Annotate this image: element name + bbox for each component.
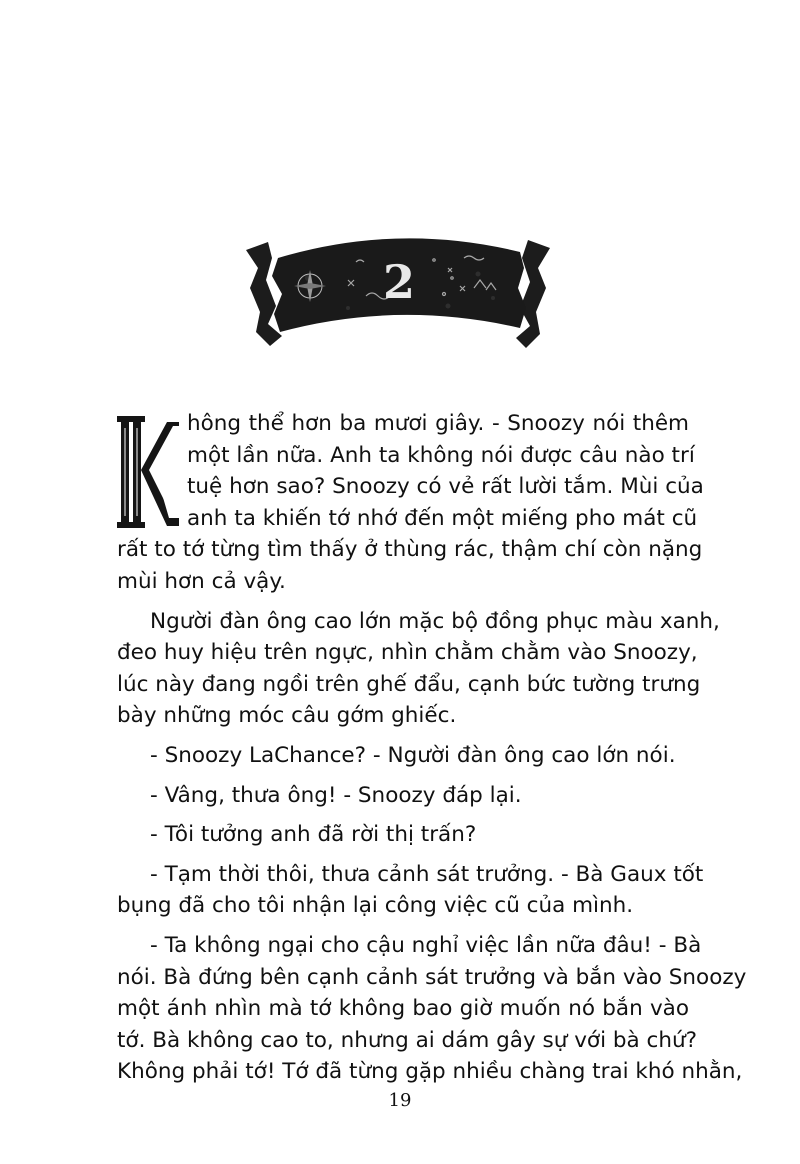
text-line: nói. Bà đứng bên cạnh cảnh sát trưởng và bắn vào Snoozy — [117, 964, 747, 990]
body-text — [117, 408, 747, 1088]
text-line: - Tôi tưởng anh đã rời thị trấn? — [150, 822, 477, 848]
text-line: một lần nữa. Anh ta không nói được câu nào trí — [187, 442, 695, 468]
text-line: hông thể hơn ba mươi giây. - Snoozy nói thêm — [187, 411, 689, 436]
text-line: bày những móc câu gớm ghiếc. — [117, 703, 457, 729]
text-line: lúc này đang ngồi trên ghế đẩu, cạnh bức tường trưng — [117, 671, 701, 697]
text-line: Người đàn ông cao lớn mặc bộ đồng phục màu xanh, — [150, 608, 720, 634]
paragraph-7 — [117, 930, 747, 1088]
text-line: anh ta khiến tớ nhớ đến một miếng pho mát cũ — [187, 505, 698, 531]
paragraph-1 — [117, 408, 704, 598]
text-line: - Vâng, thưa ông! - Snoozy đáp lại. — [150, 782, 522, 808]
text-line: rất to tớ từng tìm thấy ở thùng rác, thậm chí còn nặng — [117, 537, 703, 563]
paragraph-6 — [117, 859, 704, 922]
text-line: - Snoozy LaChance? - Người đàn ông cao lớn nói. — [150, 742, 676, 768]
paragraph-3 — [117, 740, 689, 772]
text-line: tớ. Bà không cao to, nhưng ai dám gây sự với bà chứ? — [117, 1027, 698, 1053]
chapter-number: 2 — [382, 255, 416, 309]
text-line: - Ta không ngại cho cậu nghỉ việc lần nữa đâu! - Bà — [150, 932, 702, 958]
chapter-banner — [238, 228, 558, 358]
text-line: - Tạm thời thôi, thưa cảnh sát trưởng. - Bà Gaux tốt — [150, 861, 704, 887]
text-line: bụng đã cho tôi nhận lại công việc cũ của mình. — [117, 893, 634, 919]
chapter-banner-art — [238, 228, 558, 358]
drop-cap — [117, 414, 181, 530]
page-number: 19 — [388, 1090, 412, 1111]
paragraph-4 — [117, 780, 689, 812]
text-line: Không phải tớ! Tớ đã từng gặp nhiều chàng trai khó nhằn, — [117, 1059, 743, 1085]
text-line: mùi hơn cả vậy. — [117, 568, 286, 594]
text-line: tuệ hơn sao? Snoozy có vẻ rất lười tắm. Mùi của — [187, 474, 704, 500]
paragraph-2 — [117, 606, 720, 732]
text-line: đeo huy hiệu trên ngực, nhìn chằm chằm vào Snoozy, — [117, 640, 698, 666]
paragraph-5 — [117, 819, 689, 851]
text-line: một ánh nhìn mà tớ không bao giờ muốn nó bắn vào — [117, 996, 689, 1022]
